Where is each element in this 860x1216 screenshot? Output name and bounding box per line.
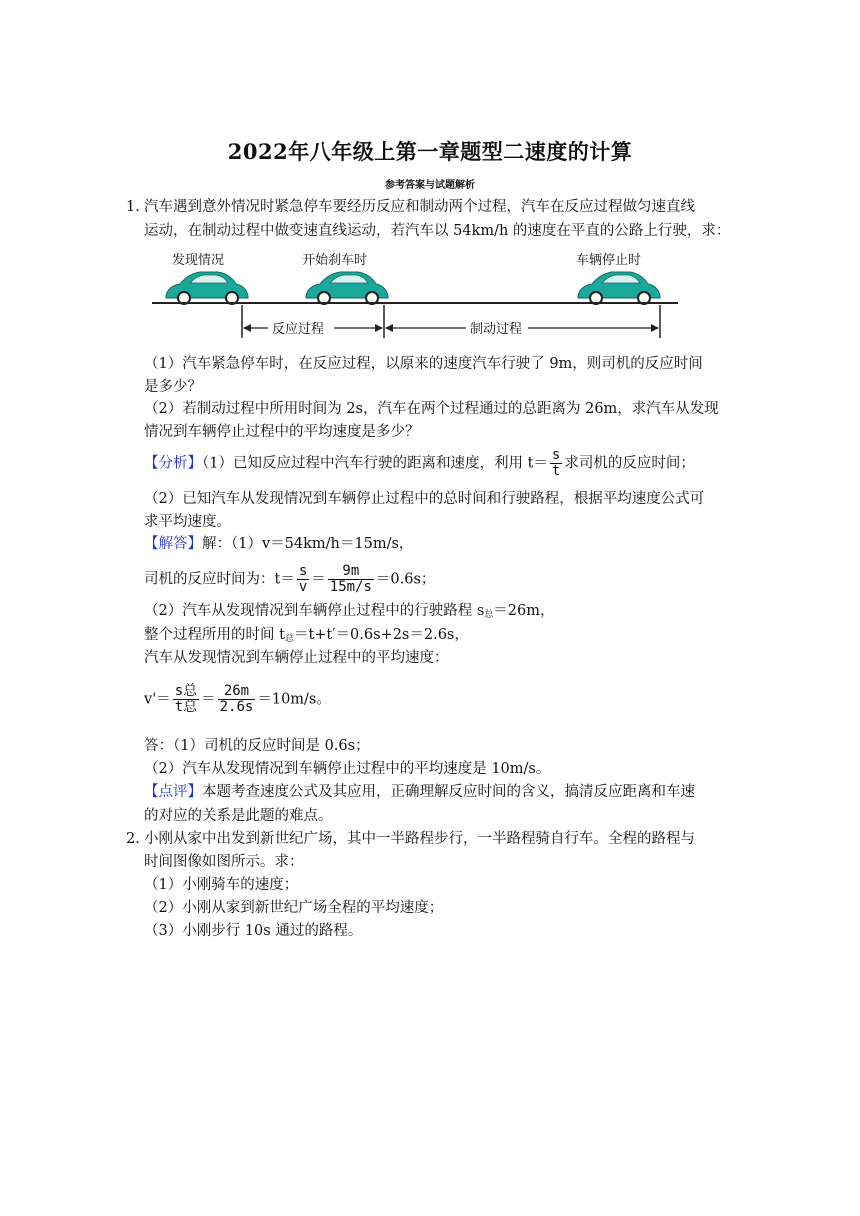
answer-tag: 【解答】	[144, 536, 202, 552]
analysis-line: （2）已知汽车从发现情况到车辆停止过程中的总时间和行驶路程，根据平均速度公式可	[144, 491, 705, 507]
reply-line: 答：（1）司机的反应时间是 0.6s；	[144, 738, 370, 754]
answer-line: 【解答】解：（1）v＝54km/h＝15m/s，	[144, 536, 414, 552]
car-icon	[166, 272, 248, 304]
question-2-part: （2）小刚从家到新世纪广场全程的平均速度；	[144, 900, 444, 916]
formula-fraction: $\frac{26m}{2.6s}$	[219, 683, 254, 715]
comment-line: 的对应的关系是此题的难点。	[144, 808, 333, 824]
answer-line: 司机的反应时间为：t＝ $\frac{s}{v}$ ＝ $\frac{9m}{15m/s}$ ＝0.6s；	[144, 563, 436, 595]
part-2-line: （2）若制动过程中所用时间为 2s，汽车在两个过程通过的总距离为 26m，求汽车从发现	[144, 401, 719, 417]
part-1-line: （1）汽车紧急停车时，在反应过程，以原来的速度汽车行驶了 9m，则司机的反应时间	[144, 356, 703, 372]
formula-fraction: $\frac{s}{t}$	[551, 447, 561, 479]
formula-fraction: $\frac{9m}{15m/s}$	[329, 563, 372, 595]
question-2-line: 小刚从家中出发到新世纪广场，其中一半路程步行，一半路程骑自行车。全程的路程与	[144, 831, 695, 847]
label-stop: 车辆停止时	[576, 253, 642, 268]
question-1-number: 1．	[126, 199, 150, 215]
analysis-line: 求平均速度。	[144, 514, 231, 530]
label-reaction: 反应过程	[272, 322, 325, 337]
answer-line: （2）汽车从发现情况到车辆停止过程中的行驶路程 $s_总=26m$，	[144, 603, 555, 620]
part-2-line: 情况到车辆停止过程中的平均速度是多少？	[144, 424, 420, 440]
car-icon	[578, 272, 660, 304]
label-brake: 开始刹车时	[302, 253, 368, 268]
page-title: 2022年八年级上第一章题型二速度的计算	[227, 139, 633, 164]
question-1-line: 汽车遇到意外情况时紧急停车要经历反应和制动两个过程，汽车在反应过程做匀速直线	[144, 199, 695, 215]
answer-line: 整个过程所用的时间 $t_总=t+t'=0.6s+2s=2.6s$，	[144, 627, 469, 644]
analysis-line: 【分析】（1）已知反应过程中汽车行驶的距离和速度，利用 t＝ $\frac{s}{t}$ 求司机的反应时间；	[144, 447, 695, 479]
question-2-part: （3）小刚步行 10s 通过的路程。	[144, 923, 363, 939]
question-1-line: 运动，在制动过程中做变速直线运动，若汽车以 54km/h 的速度在平直的公路上行驶，求：	[144, 223, 731, 239]
question-2-number: 2．	[126, 831, 150, 847]
page-subtitle: 参考答案与试题解析	[385, 180, 475, 191]
answer-line: v'＝ $\frac{\text{s总}}{\text{t总}}$ ＝ $\frac{26m}{2.6s}$ ＝10m/s。	[144, 683, 331, 715]
car-braking-diagram	[148, 248, 684, 344]
formula-fraction: $\frac{s}{v}$	[298, 563, 308, 595]
question-2-line: 时间图像如图所示。求：	[144, 854, 304, 870]
label-found: 发现情况	[172, 253, 225, 268]
car-icon	[306, 272, 388, 304]
answer-line: 汽车从发现情况到车辆停止过程中的平均速度：	[144, 650, 449, 666]
label-braking: 制动过程	[470, 322, 523, 337]
comment-line: 【点评】本题考查速度公式及其应用，正确理解反应时间的含义，搞清反应距离和车速	[144, 784, 695, 800]
question-2-part: （1）小刚骑车的速度；	[144, 877, 299, 893]
part-1-line: 是多少？	[144, 379, 202, 395]
analysis-tag: 【分析】	[144, 455, 202, 472]
reply-line: （2）汽车从发现情况到车辆停止过程中的平均速度是 10m/s。	[144, 761, 551, 777]
formula-fraction: $\frac{\text{s总}}{\text{t总}}$	[174, 683, 198, 715]
comment-tag: 【点评】	[144, 784, 202, 800]
